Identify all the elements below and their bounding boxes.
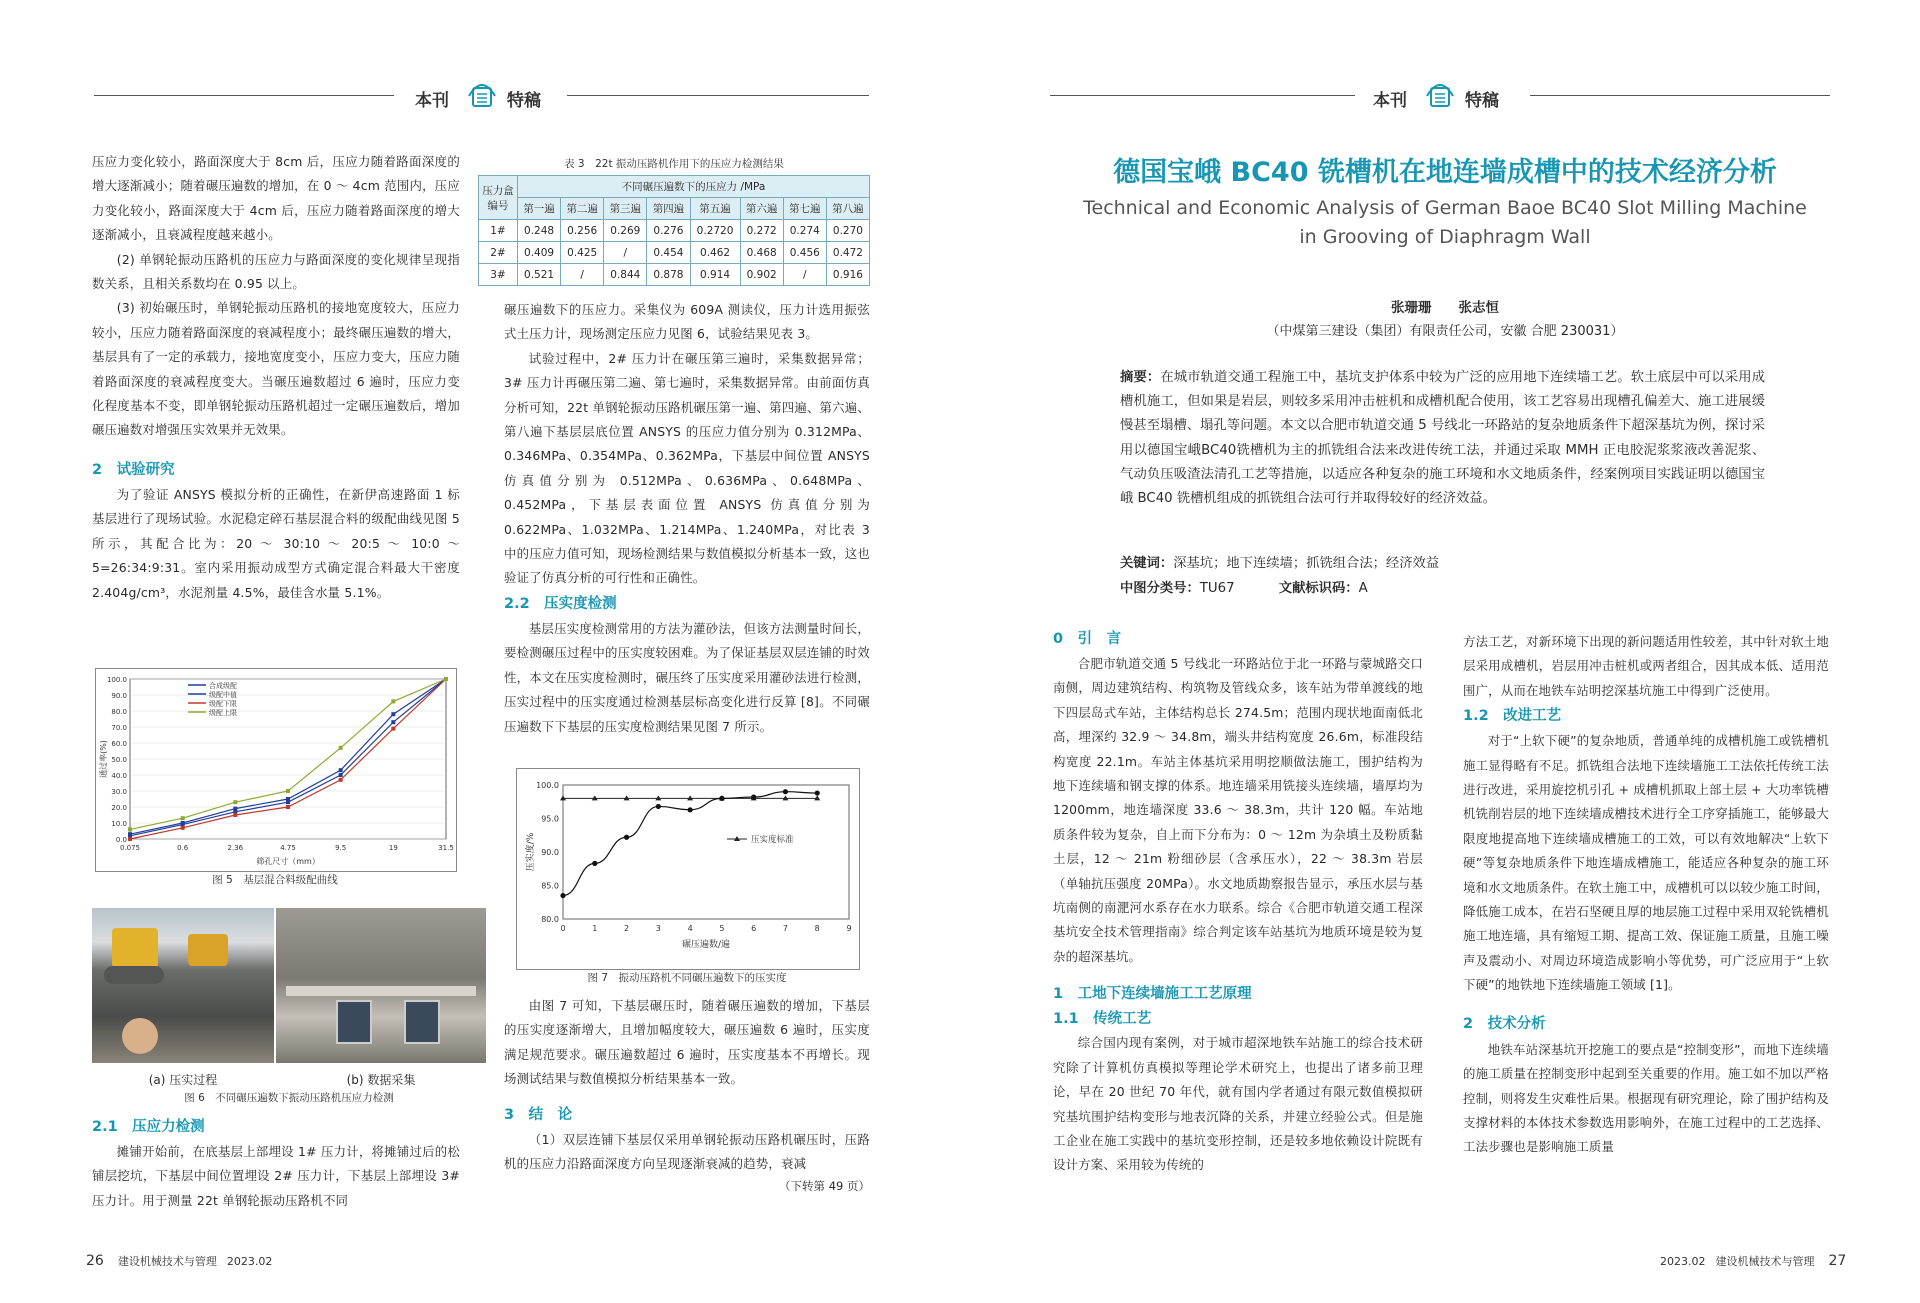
- y-tick-label: 20.0: [111, 804, 127, 812]
- figure-6b-label: (b) 数据采集: [346, 1073, 416, 1087]
- grid-plate: [286, 986, 476, 996]
- y-tick-label: 95.0: [541, 814, 559, 824]
- data-point: [233, 813, 237, 817]
- figure-5-chart: [96, 669, 456, 871]
- paragraph: 压应力变化较小，路面深度大于 8cm 后，压应力随着路面深度的增大逐渐减小；随着碾压遍数的增加，在 0 ～ 4cm 范围内，压应力变化较小，路面深度大于 4cm 后，压应力随着路面深度的增大逐渐减小，且衰减程度越来越小。: [92, 154, 460, 243]
- table-cell: 0.272: [740, 220, 783, 242]
- x-tick-label: 3: [655, 924, 661, 933]
- table-cell: 2#: [479, 242, 518, 264]
- table-cell: 0.456: [783, 242, 826, 264]
- table-cell: 0.454: [647, 242, 690, 264]
- series-line: [130, 679, 446, 834]
- table-cell: 0.248: [518, 220, 561, 242]
- roller-drum: [104, 966, 164, 984]
- data-point: [444, 677, 448, 681]
- page-number: 27: [1828, 1253, 1847, 1269]
- data-point: [128, 827, 132, 831]
- legend-label: 级配上限: [209, 709, 237, 717]
- page-number: 26: [86, 1253, 104, 1269]
- data-point: [719, 796, 724, 801]
- data-point: [592, 861, 597, 866]
- table-cell: 0.274: [783, 220, 826, 242]
- header-word-a: 本刊: [415, 91, 449, 111]
- data-point: [339, 746, 343, 750]
- legend-label: 合成级配: [209, 682, 237, 690]
- x-tick-label: 0: [560, 924, 566, 933]
- x-tick-label: 9.5: [335, 844, 347, 852]
- book-icon: [465, 78, 499, 112]
- data-point: [181, 816, 185, 820]
- data-point: [391, 720, 395, 724]
- abstract-label: 摘要：: [1120, 370, 1161, 385]
- x-tick-label: 31.5: [438, 844, 454, 852]
- x-tick-label: 19: [388, 844, 398, 852]
- table-cell: /: [561, 264, 604, 286]
- paragraph: 试验过程中，2# 压力计在碾压第三遍时，采集数据异常；3# 压力计再碾压第二遍、第七遍时，采集数据异常。由前面仿真分析可知，22t 单钢轮振动压路机碾压第一遍、第四遍、第六遍、第八遍下基层层底位置 ANSYS 的压应力值分别为 0.312MPa、0.346MPa、0.354MPa、0.362MPa，下基层中间位置 ANSYS 仿真值分别为 0.512MPa、0.636MPa、0.648MPa、0.452MPa，下基层表面位置 ANSYS 仿真值分别为 0.622MPa、1.032MPa、1.214MPa、1.240MPa，对比表 3 中的压应力值可知，现场检测结果与数值模拟分析基本一致，这也验证了仿真分析的可行性和正确性。: [504, 350, 870, 586]
- table-cell: 0.521: [518, 264, 561, 286]
- journal-name: 建设机械技术与管理: [117, 1255, 217, 1268]
- data-point: [783, 789, 788, 794]
- table-cell: 0.902: [740, 264, 783, 286]
- paragraph: (3) 初始碾压时，单钢轮振动压路机的接地宽度较大，压应力较小，压应力随着路面深度的衰减程度小；最终碾压遍数的增大，基层具有了一定的承载力，接地宽度变小，压应力变大，压应力随着路面深度的衰减程度变大。当碾压遍数超过 6 遍时，压应力变化程度基本不变，即单钢轮振动压路机超过一定碾压遍数后，增加碾压遍数对增强压实效果并无效果。: [92, 300, 460, 438]
- paragraph: 对于“上软下硬”的复杂地质，普通单纯的成槽机施工或铣槽机施工显得略有不足。抓铣组合法地下连续墙施工工法依托传统工法进行改进，采用旋挖机引孔 + 成槽机抓取上部土层 + 大功率铣槽机铣削岩层的地下连续墙成槽技术进行全工序穿插施工，能够最大限度地提高地下连续墙成槽施工的工效，可以有效地解决“上软下硬”等复杂地质条件下地连墙成槽施工，能适应各种复杂的施工环境和水文地质条件。在软土施工中，成槽机可以以较少施工时间，降低施工成本，在岩石坚硬且厚的地层施工过程中采用双轮铣槽机施工地连墙，具有缩短工期、提高工效、保证施工质量，且施工噪声及震动小、对周边环境造成影响小等优势，可广泛应用于“上软下硬”的地铁地下连续墙施工领域 [1]。: [1463, 733, 1829, 993]
- table-col-header: 第八遍: [826, 198, 869, 220]
- table-cell: 0.276: [647, 220, 690, 242]
- section-heading: 0 引 言: [1053, 631, 1122, 647]
- data-point: [286, 789, 290, 793]
- figure-6-caption: 图 6 不同碾压遍数下振动压路机压应力检测: [184, 1092, 394, 1104]
- table-col-header: 第五遍: [690, 198, 740, 220]
- data-point: [181, 826, 185, 830]
- doc-label: 文献标识码：: [1278, 581, 1359, 596]
- table-cell: 0.914: [690, 264, 740, 286]
- data-point: [751, 794, 756, 799]
- y-tick-label: 30.0: [111, 788, 127, 796]
- y-tick-label: 50.0: [111, 756, 127, 764]
- continued-note: （下转第 49 页）: [779, 1179, 870, 1194]
- journal-name: 建设机械技术与管理: [1715, 1255, 1815, 1268]
- paragraph: 碾压遍数下的压应力。采集仪为 609A 测读仪，压力计选用振弦式土压力计，现场测定压应力见图 6，试验结果见表 3。: [504, 302, 870, 342]
- y-tick-label: 100.0: [106, 676, 127, 684]
- table-cell: 0.462: [690, 242, 740, 264]
- data-point: [815, 790, 820, 795]
- y-tick-label: 85.0: [541, 881, 559, 891]
- y-axis-label: 通过率(%): [99, 740, 108, 778]
- issue-date: 2023.02: [226, 1255, 273, 1268]
- data-point: [624, 835, 629, 840]
- y-tick-label: 0.0: [115, 836, 127, 844]
- meter-icon: [404, 1000, 440, 1044]
- photo-data-acquisition: [276, 908, 486, 1063]
- x-tick-label: 6: [751, 924, 757, 933]
- data-point: [688, 807, 693, 812]
- section-heading: 1 工地下连续墙施工工艺原理: [1053, 986, 1252, 1003]
- table-cell: 1#: [479, 220, 518, 242]
- data-point: [181, 821, 185, 825]
- table-header: 压力盒编号: [479, 176, 518, 220]
- x-axis-label: 筛孔尺寸（mm）: [256, 857, 320, 866]
- x-tick-label: 0.6: [177, 844, 189, 852]
- table-col-header: 第四遍: [647, 198, 690, 220]
- x-axis-label: 碾压遍数/遍: [681, 940, 731, 950]
- y-tick-label: 10.0: [111, 820, 127, 828]
- article-title-en-1: Technical and Economic Analysis of German Baoe BC40 Slot Milling Machine: [1083, 197, 1807, 219]
- legend-label: 级配下限: [209, 700, 237, 708]
- data-point: [286, 805, 290, 809]
- x-tick-label: 4.75: [280, 844, 296, 852]
- paragraph: 摊铺开始前，在底基层上部埋设 1# 压力计，将摊铺过后的松铺层挖坑，下基层中间位置埋设 2# 压力计，下基层上部埋设 3# 压力计。用于测量 22t 单钢轮振动压路机不同: [92, 1144, 460, 1208]
- section-heading: 2.1 压应力检测: [92, 1119, 205, 1135]
- section-heading: 1.2 改进工艺: [1463, 708, 1562, 725]
- classification-line: [1120, 577, 1765, 596]
- x-tick-label: 7: [782, 924, 788, 933]
- abstract-block: [1120, 366, 1765, 511]
- abstract-text: 在城市轨道交通工程施工中，基坑支护体系中较为广泛的应用地下连续墙工艺。软土底层中可以采用成槽机施工，但如果是岩层，则较多采用冲击桩机和成槽机配合使用，该工艺容易出现槽孔偏差大、施工进展缓慢甚至塌槽、塌孔等问题。本文以合肥市轨道交通 5 号线北一环路站的复杂地质条件下超深基坑为例，探讨采用以德国宝峨BC40铣槽机为主的抓铣组合法来改进传统工法，并通过采取 MMH 正电胶泥浆浆液改善泥浆、气动负压吸渣法清孔工艺等措施，以适应各种复杂的施工环境和水文地质条件，经案例项目实践证明以德国宝峨 BC40 铣槽机组成的抓铣组合法可行并取得较好的经济效益。: [1120, 370, 1766, 507]
- table-cell: /: [604, 242, 647, 264]
- cls-label: 中图分类号：: [1120, 581, 1200, 596]
- worker-figure: [122, 1018, 158, 1054]
- table-cell: 0.916: [826, 264, 869, 286]
- x-tick-label: 1: [592, 924, 598, 933]
- legend-label: 级配中值: [209, 691, 237, 699]
- y-tick-label: 60.0: [111, 740, 127, 748]
- affiliation: （中煤第三建设（集团）有限责任公司，安徽 合肥 230031）: [1266, 324, 1624, 339]
- table-header: 不同碾压遍数下的压应力 /MPa: [518, 176, 870, 198]
- paragraph: （1）双层连铺下基层仅采用单钢轮振动压路机碾压时，压路机的压应力沿路面深度方向呈现逐渐衰减的趋势，衰减: [504, 1131, 870, 1172]
- header-rule-left: [94, 95, 394, 96]
- table-3-title: 表 3 22t 振动压路机作用下的压应力检测结果: [564, 158, 784, 170]
- table-cell: 0.472: [826, 242, 869, 264]
- series-line: [130, 679, 446, 836]
- article-title-cn: 德国宝峨 BC40 铣槽机在地连墙成槽中的技术经济分析: [1113, 157, 1777, 188]
- plot-area: [563, 785, 849, 919]
- table-3: [478, 175, 870, 286]
- table-col-header: 第二遍: [561, 198, 604, 220]
- footer-right: [1660, 1253, 1846, 1269]
- left-column-2-bottom: [504, 994, 870, 1194]
- right-column-1: [1053, 626, 1423, 1178]
- book-icon: [1423, 78, 1457, 112]
- section-heading: 1.1 传统工艺: [1053, 1011, 1152, 1028]
- y-tick-label: 90.0: [111, 692, 127, 700]
- section-heading: 2 技术分析: [1463, 1015, 1546, 1032]
- footer-left: [86, 1253, 272, 1269]
- table-cell: 0.256: [561, 220, 604, 242]
- section-heading: 2.2 压实度检测: [504, 595, 617, 612]
- table-cell: 0.269: [604, 220, 647, 242]
- data-point: [656, 804, 661, 809]
- y-tick-label: 90.0: [541, 848, 559, 857]
- x-tick-label: 2: [624, 924, 630, 933]
- y-tick-label: 70.0: [111, 724, 127, 732]
- section-heading: 2 试验研究: [92, 461, 175, 478]
- table-cell: /: [783, 264, 826, 286]
- x-tick-label: 9: [846, 924, 852, 933]
- header-rule-right-2: [1530, 95, 1830, 96]
- table-cell: 0.2720: [690, 220, 740, 242]
- keywords-label: 关键词：: [1120, 556, 1174, 571]
- data-point: [339, 778, 343, 782]
- table-cell: 0.468: [740, 242, 783, 264]
- table-col-header: 第六遍: [740, 198, 783, 220]
- paragraph: 基层压实度检测常用的方法为灌砂法，但该方法测量时间长，要检测碾压过程中的压实度较困难。为了保证基层双层连铺的时效性，本文在压实度检测时，碾压终了压实度采用灌砂法进行检测，压实过程中的压实度通过检测基层标高变化进行反算 [8]。不同碾压遍数下下基层的压实度检测结果见图 7 所示。: [504, 620, 870, 734]
- x-tick-label: 2.36: [227, 844, 244, 852]
- roller-icon: [112, 928, 158, 968]
- keywords-text: 深基坑；地下连续墙；抓铣组合法；经济效益: [1173, 556, 1440, 571]
- y-tick-label: 80.0: [111, 708, 127, 716]
- table-row: [479, 264, 870, 286]
- left-column-1: [92, 150, 460, 605]
- table-row: [479, 242, 870, 264]
- paragraph: 方法工艺，对新环境下出现的新问题适用性较差，其中针对软土地层采用成槽机，岩层用冲击桩机或两者组合，因其成本低、适用范围广，从而在地铁车站明挖深基坑施工中得到广泛使用。: [1463, 634, 1829, 698]
- data-point: [128, 832, 132, 836]
- figure-6a-label: (a) 压实过程: [148, 1073, 218, 1087]
- figure-7-caption: 图 7 振动压路机不同碾压遍数下的压实度: [587, 972, 787, 984]
- table-cell: 0.409: [518, 242, 561, 264]
- issue-date: 2023.02: [1660, 1255, 1706, 1268]
- data-point: [391, 699, 395, 703]
- data-point: [233, 807, 237, 811]
- authors: 张珊珊 张志恒: [1391, 300, 1499, 316]
- paragraph: 地铁车站深基坑开挖施工的要点是“控制变形”，而地下连续墙的施工质量在控制变形中起到至关重要的作用。施工如不加以严格控制，则将发生灾难性后果。根据现有研究理论，除了围护结构及支撑材料的本体技术参数选用影响外，在施工过程中的工艺选择、工法步骤也是影响施工质量: [1463, 1041, 1829, 1155]
- table-cell: 3#: [479, 264, 518, 286]
- header-rule-right: [1050, 95, 1355, 96]
- right-column-2: [1463, 630, 1829, 1160]
- header-rule-left-2: [567, 95, 869, 96]
- data-point: [339, 768, 343, 772]
- x-tick-label: 5: [719, 924, 725, 933]
- keywords-line: [1120, 552, 1765, 571]
- photo-compaction: [92, 908, 274, 1063]
- header-word-b: 特稿: [1465, 91, 1499, 111]
- data-point: [233, 800, 237, 804]
- left-column-1-bottom: [92, 1114, 460, 1213]
- y-tick-label: 100.0: [536, 781, 559, 790]
- meter-icon: [336, 1000, 372, 1044]
- x-tick-label: 8: [814, 924, 820, 933]
- header-word-b: 特稿: [507, 91, 541, 111]
- data-point: [391, 712, 395, 716]
- cls-value: TU67: [1199, 581, 1235, 596]
- x-tick-label: 0.075: [119, 844, 141, 852]
- roller-icon: [188, 934, 228, 966]
- table-cell: 0.844: [604, 264, 647, 286]
- figure-7-frame: [516, 768, 860, 970]
- header-word-a: 本刊: [1373, 91, 1407, 111]
- data-point: [286, 797, 290, 801]
- table-cell: 0.878: [647, 264, 690, 286]
- data-point: [560, 893, 565, 898]
- paragraph: 由图 7 可知，下基层碾压时，随着碾压遍数的增加，下基层的压实度逐渐增大，且增加幅度较大，碾压遍数 6 遍时，压实度满足规范要求。碾压遍数超过 6 遍时，压实度基本不再增长。现场测试结果与数值模拟分析结果基本一致。: [504, 998, 870, 1087]
- table-col-header: 第三遍: [604, 198, 647, 220]
- data-point: [391, 727, 395, 731]
- paragraph: 合肥市轨道交通 5 号线北一环路站位于北一环路与蒙城路交口南侧，周边建筑结构、构筑物及管线众多，该车站为带单渡线的地下四层岛式车站，主体结构总长 274.5m；范围内现状地面南低北高，埋深约 32.9 ～ 34.8m，端头井结构宽度 26.6m，标准段结构宽度 22.1m。车站主体基坑采用明挖顺做法施工，围护结构为地下连续墙和钢支撑的体系。地连墙采用铣接头连续墙，墙厚均为 1200mm，地连墙深度 33.6 ～ 38.3m，共计 120 幅。车站地质条件较为复杂，自上而下分布为：0 ～ 12m 为杂填土及粉质黏土层，12 ～ 21m 粉细砂层（含承压水），22 ～ 38.3m 岩层（单轴抗压强度 20MPa）。水文地质勘察报告显示，承压水层与基坑南侧的南淝河水系存在水力联系。综合《合肥市轨道交通工程深基坑安全技术管理指南》综合判定该车站基坑为地质环境是较为复杂的超深基坑。: [1053, 656, 1423, 964]
- y-tick-label: 80.0: [541, 915, 559, 924]
- table-col-header: 第七遍: [783, 198, 826, 220]
- table-cell: 0.425: [561, 242, 604, 264]
- data-point: [128, 837, 132, 841]
- article-title-en-2: in Grooving of Diaphragm Wall: [1299, 226, 1591, 248]
- figure-7-chart: [517, 769, 859, 969]
- section-heading: 3 结 论: [504, 1106, 573, 1123]
- paragraph: 综合国内现有案例，对于城市超深地铁车站施工的综合技术研究除了计算机仿真模拟等理论学术研究上，也提出了诸多前卫理论，早在 20 世纪 70 年代，就有国内学者通过有限元数值模拟研究基坑围护结构变形与地表沉降的关系，并建立经验公式。但是施工企业在施工实践中的基坑变形控制，还是较多地依赖设计院既有设计方案、采用较为传统的: [1053, 1035, 1423, 1173]
- figure-5-caption: 图 5 基层混合料级配曲线: [212, 874, 338, 886]
- table-row: [479, 220, 870, 242]
- legend-label: 压实度标准: [751, 835, 794, 845]
- table-cell: 0.270: [826, 220, 869, 242]
- paragraph: 为了验证 ANSYS 模拟分析的正确性，在新伊高速路面 1 标基层进行了现场试验。水泥稳定碎石基层混合料的级配曲线见图 5 所示，其配合比为：20 ～ 30:10 ～ 20:5 ～ 10:0 ～ 5=26:34:9:31。室内采用振动成型方式确定混合料最大干密度 2.404g/cm³，水泥剂量 4.5%，最佳含水量 5.1%。: [92, 486, 460, 600]
- y-tick-label: 40.0: [111, 772, 127, 780]
- figure-5-frame: [95, 668, 457, 872]
- x-tick-label: 4: [687, 924, 693, 933]
- paragraph: (2) 单钢轮振动压路机的压应力与路面深度的变化规律呈现指数关系，且相关系数均在 0.95 以上。: [92, 251, 460, 292]
- data-point: [339, 773, 343, 777]
- table-col-header: 第一遍: [518, 198, 561, 220]
- left-column-2: [504, 298, 870, 739]
- doc-value: A: [1358, 581, 1368, 596]
- y-axis-label: 压实度/%: [526, 832, 536, 872]
